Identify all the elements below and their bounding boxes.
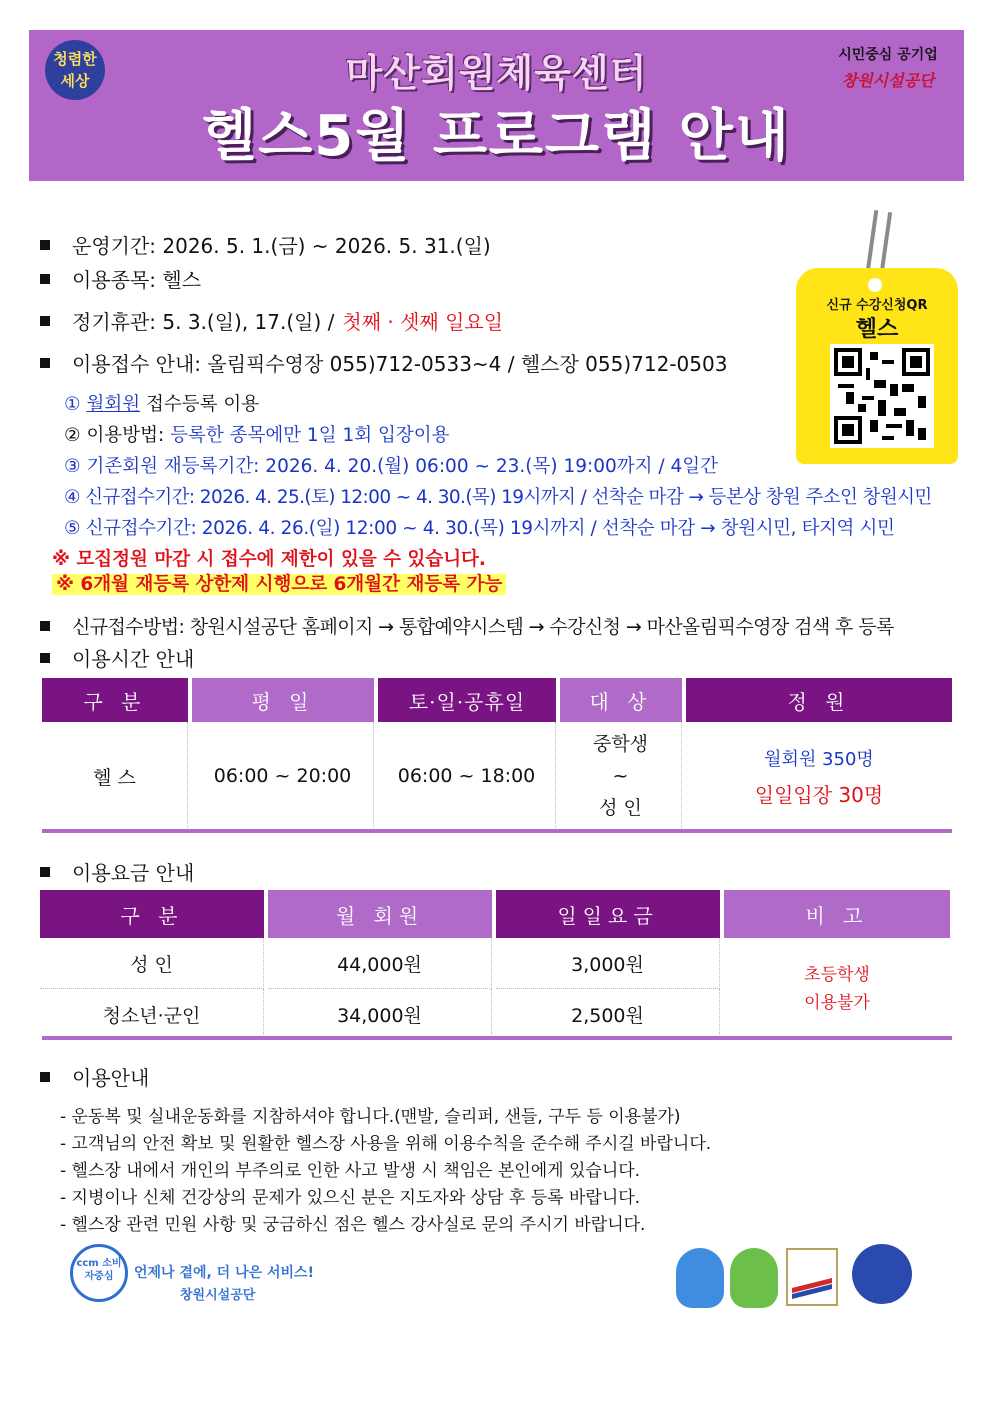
- page-title: 헬스5월 프로그램 안내: [202, 104, 791, 169]
- hours-header-category: 구 분: [42, 678, 188, 722]
- closed-days-text: 정기휴관: 5. 3.(일), 17.(일) /: [72, 310, 335, 334]
- footer-org: 창원시설공단: [180, 1288, 256, 1303]
- bullet-icon: [40, 1072, 50, 1082]
- sub-item-5: ⑤ 신규접수기간: 2026. 4. 26.(일) 12:00 ~ 4. 30.(목) 19시까지 / 선착순 마감 → 창원시민, 타지역 시민: [64, 518, 895, 539]
- fee-youth-daily: 2,500원: [496, 989, 720, 1039]
- fee-header-daily: 일일요금: [496, 890, 720, 938]
- qr-tag-caption: 신규 수강신청QR: [826, 298, 928, 313]
- hours-program-name: 헬 스: [42, 722, 188, 830]
- guide-heading: [40, 1062, 149, 1091]
- notice-capacity: ※ 모집정원 마감 시 접수에 제한이 있을 수 있습니다.: [52, 549, 486, 570]
- hours-header-capacity: 정 원: [686, 678, 952, 722]
- fee-header-remark: 비 고: [724, 890, 950, 938]
- sub-item-1: [64, 390, 259, 416]
- hours-capacity: [686, 722, 952, 830]
- sub-item-2-text: 등록한 종목에만 1일 1회 입장이용: [170, 425, 450, 446]
- table-row: [42, 722, 952, 830]
- operation-period-text: 운영기간: 2026. 5. 1.(금) ~ 2026. 5. 31.(일): [72, 234, 491, 258]
- reception-info-text: 이용접수 안내: 올림픽수영장 055)712-0533~4 / 헬스장 055)712-0503: [72, 352, 728, 376]
- bullet-icon: [40, 358, 50, 368]
- tag-hole: [868, 278, 882, 292]
- guide-line: - 헬스장 관련 민원 사항 및 궁금하신 점은 헬스 강사실로 문의 주시기 바랍니다.: [60, 1215, 646, 1235]
- monthly-member-link[interactable]: 월회원: [86, 394, 141, 415]
- sub-item-1-text: 접수등록 이용: [146, 394, 260, 415]
- table-row: [40, 938, 950, 989]
- reception-info: [40, 348, 727, 377]
- hours-table-header: [42, 678, 952, 722]
- hours-header-target: 대 상: [560, 678, 682, 722]
- sub-item-3: ③ 기존회원 재등록기간: 2026. 4. 20.(월) 06:00 ~ 23.(목) 19:00까지 / 4일간: [64, 456, 719, 477]
- sub-item-1-number: ①: [64, 394, 81, 415]
- fee-table: [36, 890, 954, 1039]
- qr-tag: [796, 268, 958, 464]
- corporation-logo: [828, 44, 948, 91]
- fee-adult-name: 성 인: [40, 938, 264, 989]
- ccm-logo: [70, 1244, 128, 1302]
- mascot-blue-icon: [676, 1248, 724, 1308]
- qr-tag-title: 헬스: [855, 317, 899, 342]
- hours-weekday: 06:00 ~ 20:00: [192, 722, 374, 830]
- bullet-icon: [40, 867, 50, 877]
- corporation-slogan: 시민중심 공기업: [838, 47, 938, 63]
- sub-item-4: ④ 신규접수기간: 2026. 4. 25.(토) 12:00 ~ 4. 30.(목) 19시까지 / 선착순 마감 → 등본상 창원 주소인 창원시민: [64, 487, 932, 508]
- fee-remark: [724, 938, 950, 1039]
- hours-header-weekend: 토·일·공휴일: [378, 678, 556, 722]
- fee-heading-text: 이용요금 안내: [72, 861, 195, 885]
- fee-adult-monthly: 44,000원: [268, 938, 492, 989]
- qr-code[interactable]: [830, 344, 934, 448]
- guide-heading-text: 이용안내: [72, 1066, 150, 1090]
- bullet-icon: [40, 653, 50, 663]
- certification-stripes-icon: [788, 1250, 836, 1304]
- table-divider: [42, 829, 952, 833]
- new-registration-method-text: 신규접수방법: 창원시설공단 홈페이지 → 통합예약시스템 → 수강신청 → 마산올림픽수영장 검색 후 등록: [72, 616, 894, 638]
- bullet-icon: [40, 316, 50, 326]
- ccm-logo-text: ccm 소비자중심: [76, 1258, 122, 1282]
- closed-days-note: 첫째 · 셋째 일요일: [342, 310, 504, 334]
- target-line-1: 중학생: [592, 733, 649, 755]
- capacity-monthly: 월회원 350명: [764, 748, 874, 770]
- guide-line: - 고객님의 안전 확보 및 원활한 헬스장 사용을 위해 이용수칙을 준수해 주시길 바랍니다.: [60, 1134, 712, 1154]
- bullet-icon: [40, 621, 50, 631]
- sub-item-2: [64, 421, 449, 447]
- header-banner: [29, 30, 964, 181]
- corporation-name: 창원시설공단: [841, 71, 935, 90]
- program-type-text: 이용종목: 헬스: [72, 268, 202, 292]
- integrity-logo-text: 청렴한 세상: [53, 50, 97, 90]
- target-line-2: ~: [612, 765, 629, 787]
- hours-heading-text: 이용시간 안내: [72, 647, 195, 671]
- footer-slogan: 언제나 곁에, 더 나은 서비스!: [134, 1265, 314, 1281]
- fee-heading: [40, 857, 194, 886]
- tag-string: [866, 210, 879, 272]
- hours-header-weekday: 평 일: [192, 678, 374, 722]
- notice-reregistration-text: ※ 6개월 재등록 상한제 시행으로 6개월간 재등록 가능: [52, 574, 506, 595]
- closed-days: [40, 306, 503, 335]
- fee-header-category: 구 분: [40, 890, 264, 938]
- capacity-daily: 일일입장 30명: [754, 782, 884, 807]
- target-line-3: 성 인: [599, 797, 642, 819]
- tag-string: [880, 212, 892, 272]
- hours-table: [38, 678, 956, 830]
- guide-line: - 헬스장 내에서 개인의 부주의로 인한 사고 발생 시 책임은 본인에게 있습니다.: [60, 1161, 641, 1181]
- fee-header-monthly: 월 회원: [268, 890, 492, 938]
- fee-youth-monthly: 34,000원: [268, 989, 492, 1039]
- qr-code-icon: [834, 348, 930, 444]
- fee-adult-daily: 3,000원: [496, 938, 720, 989]
- program-type: [40, 264, 201, 293]
- guide-line: - 지병이나 신체 건강상의 문제가 있으신 분은 지도자와 상담 후 등록 바랍니다.: [60, 1188, 641, 1208]
- sub-item-2-label: ② 이용방법:: [64, 425, 165, 446]
- fee-remark-line-2: 이용불가: [804, 992, 870, 1013]
- fee-remark-line-1: 초등학생: [804, 964, 870, 985]
- fee-table-header: [40, 890, 950, 938]
- bullet-icon: [40, 240, 50, 250]
- human-rights-badge-icon: [852, 1244, 912, 1304]
- hours-target: [560, 722, 682, 830]
- bullet-icon: [40, 274, 50, 284]
- hours-weekend: 06:00 ~ 18:00: [378, 722, 556, 830]
- mascot-green-icon: [730, 1248, 778, 1308]
- operation-period: [40, 230, 491, 259]
- center-name: 마산회원체육센터: [345, 51, 648, 95]
- notice-reregistration: [52, 570, 506, 596]
- guide-line: - 운동복 및 실내운동화를 지참하셔야 합니다.(맨발, 슬리퍼, 샌들, 구두 등 이용불가): [60, 1107, 681, 1127]
- table-divider: [42, 1036, 952, 1040]
- new-registration-method: [40, 612, 894, 639]
- hours-heading: [40, 643, 194, 672]
- certification-badge-icon: [786, 1248, 838, 1306]
- fee-youth-name: 청소년·군인: [40, 989, 264, 1039]
